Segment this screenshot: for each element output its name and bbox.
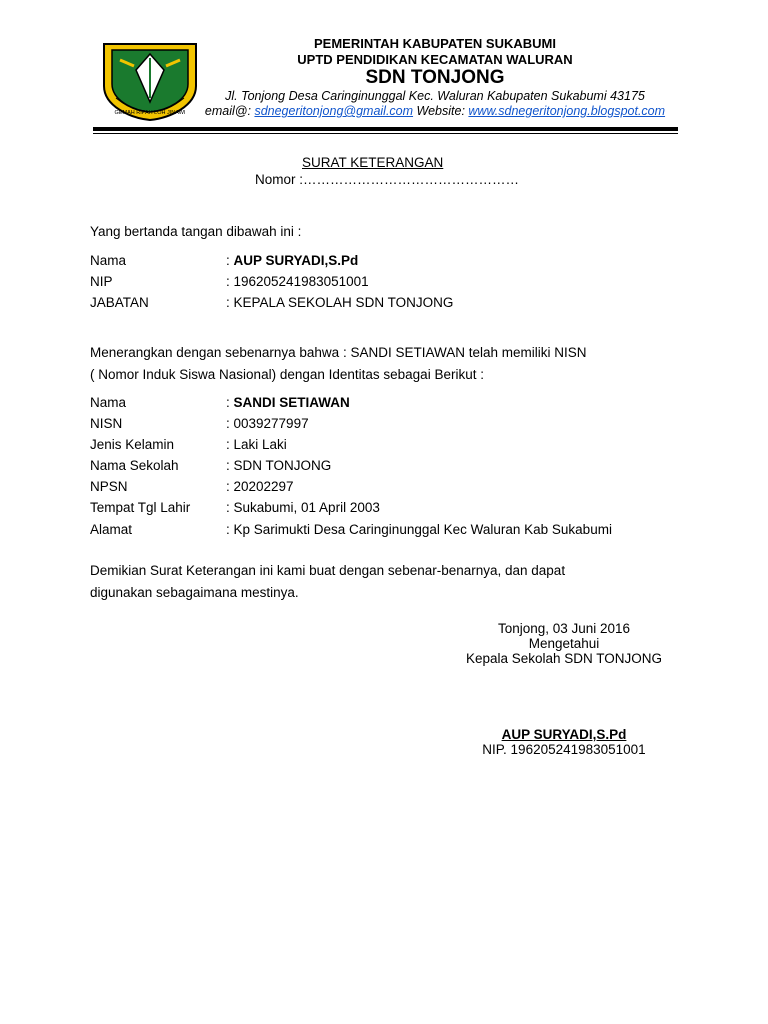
student-school-value: : SDN TONJONG xyxy=(226,458,332,473)
signature-acknowledged: Mengetahui xyxy=(528,636,600,651)
closing-line-1: Demikian Surat Keterangan ini kami buat dengan sebenar-benarnya, dan dapat xyxy=(90,563,566,578)
student-address-value: : Kp Sarimukti Desa Caringinunggal Kec Waluran Kab Sukabumi xyxy=(226,522,612,537)
student-name-label: Nama xyxy=(90,395,127,410)
header-address: Jl. Tonjong Desa Caringinunggal Kec. Waluran Kabupaten Sukabumi 43175 xyxy=(225,89,645,103)
regency-emblem-logo xyxy=(98,40,202,122)
signer-name-label: Nama xyxy=(90,253,127,268)
closing-line-2: digunakan sebagaimana mestinya. xyxy=(90,585,299,600)
student-nisn-value: : 0039277997 xyxy=(226,416,309,431)
header-school-name: SDN TONJONG xyxy=(365,67,505,88)
website-label: Website: xyxy=(413,104,469,118)
intro-text: Yang bertanda tangan dibawah ini : xyxy=(90,224,302,239)
email-link[interactable]: sdnegeritonjong@gmail.com xyxy=(254,104,414,118)
student-npsn-value: : 20202297 xyxy=(226,479,294,494)
statement-line-2: ( Nomor Induk Siswa Nasional) dengan Identitas sebagai Berikut : xyxy=(90,367,484,382)
student-school-label: Nama Sekolah xyxy=(90,458,179,473)
signer-position-value: : KEPALA SEKOLAH SDN TONJONG xyxy=(226,295,454,310)
header-department: UPTD PENDIDIKAN KECAMATAN WALURAN xyxy=(297,52,573,67)
student-npsn-label: NPSN xyxy=(90,479,128,494)
logo-motto: GEMAH RIPAH LOH JINAWI xyxy=(114,110,186,116)
signature-name: AUP SURYADI,S.Pd xyxy=(501,727,627,742)
header-government: PEMERINTAH KABUPATEN SUKABUMI xyxy=(314,36,556,51)
student-address-label: Alamat xyxy=(90,522,133,537)
letter-title: SURAT KETERANGAN xyxy=(302,155,444,170)
signer-position-label: JABATAN xyxy=(90,295,149,310)
email-label: email@: xyxy=(204,104,255,118)
letterhead-divider-thin xyxy=(93,133,678,134)
website-link[interactable]: www.sdnegeritonjong.blogspot.com xyxy=(468,104,666,118)
letter-number: Nomor :………………………………………… xyxy=(255,172,520,187)
student-birth-value: : Sukabumi, 01 April 2003 xyxy=(226,500,380,515)
student-name-value: : SANDI SETIAWAN xyxy=(226,395,350,410)
student-gender-value: : Laki Laki xyxy=(226,437,287,452)
signer-nip-value: : 196205241983051001 xyxy=(226,274,369,289)
signer-name-value: : AUP SURYADI,S.Pd xyxy=(226,253,359,268)
student-birth-label: Tempat Tgl Lahir xyxy=(90,500,191,515)
signature-position: Kepala Sekolah SDN TONJONG xyxy=(465,651,663,666)
signature-nip: NIP. 196205241983051001 xyxy=(482,742,646,757)
statement-line-1: Menerangkan dengan sebenarnya bahwa : SANDI SETIAWAN telah memiliki NISN xyxy=(90,345,587,360)
signature-place-date: Tonjong, 03 Juni 2016 xyxy=(497,621,631,636)
student-gender-label: Jenis Kelamin xyxy=(90,437,175,452)
header-contact xyxy=(190,104,680,118)
letterhead-divider-thick xyxy=(93,127,678,131)
student-nisn-label: NISN xyxy=(90,416,123,431)
signer-nip-label: NIP xyxy=(90,274,113,289)
